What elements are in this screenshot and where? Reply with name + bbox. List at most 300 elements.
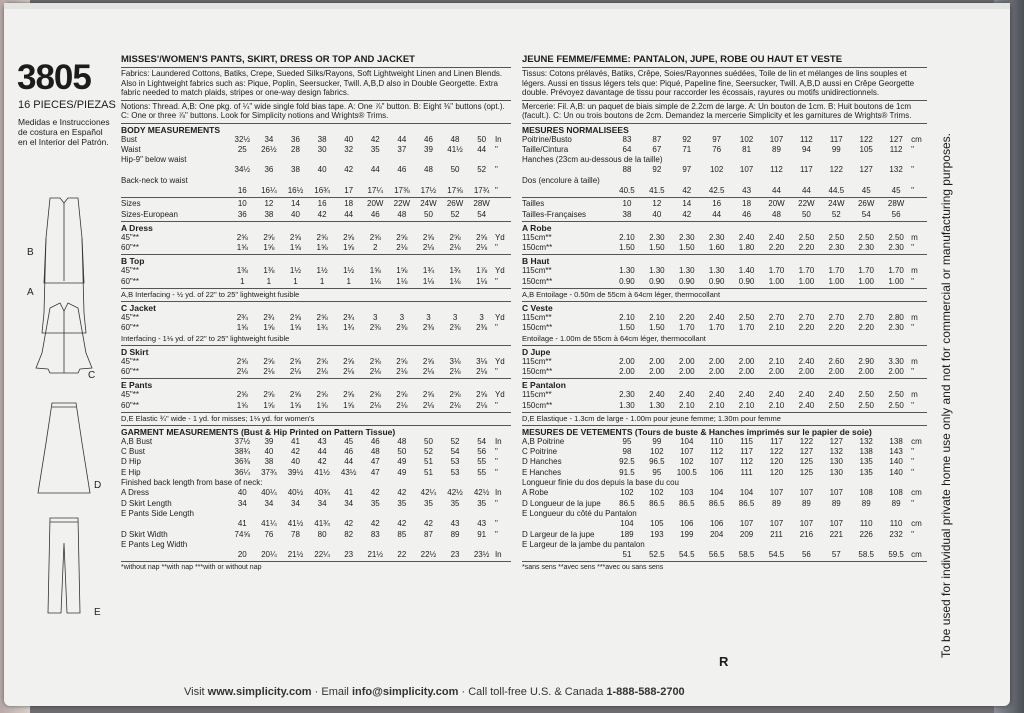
row-label: E Pants Side Length [121,508,194,518]
size-cell: 26W [446,199,464,209]
row-label: 150cm** [522,323,553,333]
size-cell: 36 [237,209,247,219]
value-cell: 17¾ [473,185,490,195]
view-title: D Skirt [121,346,149,357]
value-cell [881,540,911,550]
value-cell: 1.50 [649,243,665,253]
divider [522,100,927,101]
value-cell: 2.00 [678,356,695,366]
table-row [121,499,511,509]
value-cell: 2 [373,243,378,253]
value-cell [672,478,702,488]
value-cell: 2⅛ [476,366,488,376]
value-cell: 37¾ [261,467,277,477]
value-cell: 35 [477,498,487,508]
value-cell: 107 [739,165,754,175]
value-cell: 1⅝ [369,266,381,276]
value-cell: 2⅛ [343,366,355,376]
footer-email-link[interactable]: info@simplicity.com [351,686,459,698]
divider [522,561,927,562]
table-row [121,313,511,323]
value-cell: 85 [397,529,407,539]
mesures-vetements-title: MESURES DE VETEMENTS (Tours de buste & Hanches imprimés sur le papier de soie) [522,426,872,437]
value-cell: 122 [799,436,814,446]
value-cell: 1.00 [768,276,785,286]
row-label: D Hanches [522,457,562,467]
value-cell: 35 [370,144,380,154]
size-cell: 12 [264,199,274,209]
value-cell [309,176,336,186]
row-label: A Robe [522,488,549,498]
row-label [522,186,612,196]
row-label: 45"** [121,356,139,366]
table-row [121,390,511,400]
value-cell: 125 [799,457,814,467]
value-cell [389,155,416,165]
value-cell: 102 [739,134,754,144]
value-cell: 2.20 [768,243,785,253]
value-cell: 46 [397,165,407,175]
elastic-note: D,E Elastic ¾" wide - 1 yd. for misses; 1⅛ yd. for women's [121,413,315,423]
value-cell: 3.30 [888,356,904,366]
row-label [121,519,229,529]
value-cell: 41 [291,436,300,446]
unit-cell: m [911,390,918,400]
value-cell: 2.40 [828,390,845,400]
footer-phone: 1-888-588-2700 [606,686,685,698]
value-cell: 44 [344,457,354,467]
value-cell: 2.30 [858,243,874,253]
value-cell: 2.00 [738,356,755,366]
value-cell [732,176,762,186]
value-cell: 117 [740,447,753,457]
view-title: C Jacket [121,303,156,314]
value-cell: 41¼ [261,519,277,529]
value-cell: 49 [397,467,407,477]
unit-cell: Yd [494,266,505,276]
value-cell: 39 [424,144,433,154]
value-cell: 1⅝ [236,400,248,410]
value-cell: 2.50 [858,232,874,242]
value-cell: 41¾ [314,519,330,529]
value-cell: 103 [680,488,694,498]
value-cell: 105 [650,519,664,529]
size-cell: 50 [424,209,433,219]
row-label: C Poitrine [522,447,558,457]
size-cell: 52 [450,209,460,219]
unit-cell: " [911,447,914,457]
size-cell: 54 [861,209,871,219]
value-cell: 1¾ [343,323,355,333]
view-title: C Veste [522,303,553,314]
value-cell: 1⅝ [289,323,302,333]
size-cell: 20W [367,199,384,209]
value-cell: 23 [450,550,460,560]
value-cell: 2⅝ [422,390,435,400]
value-cell: 102 [680,457,694,467]
size-row [522,199,927,209]
mesures-normalisees-title: MESURES NORMALISEES [522,124,629,135]
value-cell: 107 [799,488,814,498]
size-cell: 38 [264,209,274,219]
pattern-pieces: 16 PIECES/PIEZAS [18,99,116,111]
table-row [121,488,511,498]
unit-cell: " [494,467,498,477]
value-cell: 59.5 [888,550,904,560]
row-label: 45"** [121,266,139,276]
value-cell: 42 [397,519,407,529]
value-cell [362,540,389,550]
table-row [121,509,511,519]
value-cell: 20¼ [261,550,277,560]
value-cell: 26½ [261,144,277,154]
value-cell: 106 [709,519,724,529]
spanish-instructions-note: Medidas e Instrucciones de costura en Español en el Interior del Patrón. [18,117,110,147]
value-cell [672,176,702,186]
value-cell: 97 [712,134,722,144]
value-cell: 47 [370,457,380,467]
value-cell: 56 [477,447,487,457]
value-cell: 58.5 [858,550,874,560]
value-cell: 2.40 [649,390,665,400]
value-cell [309,540,336,550]
value-cell: 130 [829,457,843,467]
value-cell [702,176,732,186]
size-cell: 44 [712,209,722,219]
value-cell: 2.50 [828,400,845,410]
value-cell: 2⅝ [263,232,275,242]
row-label [121,550,229,560]
illustration-label-a: A [27,287,34,298]
value-cell: 2⅝ [449,390,461,400]
unit-cell: Yd [494,390,505,400]
value-cell: 2.40 [708,313,725,323]
row-label: D Longueur de la jupe [522,498,601,508]
value-cell: 2⅛ [369,366,381,376]
divider [522,123,927,124]
table-row [121,478,511,488]
value-cell [282,155,309,165]
value-cell: 1⅝ [316,243,328,253]
value-cell [672,540,702,550]
size-cell: 18 [344,199,354,209]
value-cell: 50 [477,134,487,144]
value-cell: 2.30 [888,323,904,333]
value-cell: 54.5 [768,550,785,560]
value-cell: 16¼ [261,185,277,195]
interfacing-note: A,B Interfacing - ½ yd. of 22" to 25" lightweight fusible [121,290,300,300]
value-cell [851,478,881,488]
value-cell: 1⅝ [263,323,275,333]
illustration-label-c: C [88,370,96,381]
row-label: Dos (encolure à taille) [522,175,600,185]
value-cell: 2⅛ [449,366,461,376]
row-label: 150cm** [522,243,553,253]
unit-cell: " [494,323,498,333]
unit-cell: " [911,400,914,410]
row-label: Longueur finie du dos depuis la base du cou [522,478,680,488]
unit-cell: " [494,529,498,539]
table-row [121,367,511,377]
unit-cell: m [911,356,918,366]
unit-cell: " [494,447,498,457]
value-cell: 2.40 [738,390,755,400]
size-cell [495,199,511,209]
value-cell: 1⅜ [263,266,275,276]
value-cell: 140 [889,467,903,477]
value-cell: 110 [710,436,724,446]
value-cell: 2.40 [798,390,815,400]
value-cell: 110 [889,519,903,529]
value-cell: 1.50 [619,243,635,253]
row-label: Bust [121,134,138,144]
value-cell: 22 [397,550,407,560]
pattern-envelope-back [4,3,1010,706]
table-row [522,468,927,478]
size-cell: 50 [801,209,811,219]
value-cell: 74⅝ [234,529,251,539]
value-cell: 1.00 [858,276,874,286]
row-label: E Largeur de la jambe du pantalon [522,539,645,549]
view-title: E Pants [121,380,153,391]
value-cell: 110 [859,519,873,529]
value-cell [415,176,442,186]
size-cell: 28W [473,199,490,209]
value-cell: 2⅝ [316,313,328,323]
size-cell: 24W [828,199,845,209]
value-cell [282,478,309,488]
value-cell: 44 [772,185,781,195]
value-cell: 53 [450,457,460,467]
table-row [121,155,511,165]
value-cell: 1.70 [768,266,785,276]
tailles-table [522,199,927,220]
divider [121,288,511,289]
table-row [522,478,927,488]
value-cell: 38 [291,165,300,175]
value-cell: 38¾ [234,447,251,457]
value-cell: 17⅝ [447,185,463,195]
unit-cell: " [911,457,914,467]
size-cell [911,210,927,220]
value-cell [642,176,672,186]
row-label: 115cm** [522,356,552,366]
value-cell: 2.40 [708,390,725,400]
value-cell: 1.30 [678,266,695,276]
divider [121,345,511,346]
footer-website-link[interactable]: www.simplicity.com [207,686,312,698]
unit-cell [911,155,927,165]
value-cell: 2⅝ [316,356,328,366]
value-cell: 105 [859,144,873,154]
row-label [522,519,612,529]
divider [121,301,511,302]
value-cell [282,176,309,186]
value-cell: 43 [450,519,460,529]
value-cell: 104 [680,436,694,446]
value-cell: 2⅝ [236,232,248,242]
table-row [522,437,927,447]
value-cell: 122 [769,447,784,457]
value-cell: 1 [319,276,325,286]
value-cell [732,155,762,165]
value-cell: 2.00 [798,366,815,376]
value-cell: 95 [652,467,662,477]
value-cell [762,509,792,519]
value-cell [415,540,442,550]
value-cell: 2.00 [708,356,725,366]
table-row [522,447,927,457]
value-cell [309,155,336,165]
size-cell: 16 [712,199,722,209]
value-cell: 2.30 [708,232,725,242]
value-cell: 2⅝ [369,356,381,366]
value-cell: 127 [829,436,843,446]
value-cell [282,540,309,550]
value-cell [362,478,389,488]
value-cell [282,509,309,519]
value-cell: 3 [426,313,431,323]
value-cell: 34 [344,498,354,508]
value-cell [256,509,283,519]
value-cell: 2⅜ [369,323,381,333]
value-cell: 2⅛ [396,400,408,410]
value-cell: 117 [770,436,783,446]
unit-cell: " [911,366,914,376]
size-cell: 12 [652,199,662,209]
value-cell: 2.50 [798,232,815,242]
table-row [522,530,927,540]
value-cell: 2.70 [768,313,785,323]
value-cell: 35 [397,498,407,508]
unit-cell [911,478,927,488]
value-cell: 2.00 [888,366,904,376]
value-cell: 97 [682,165,692,175]
value-cell: 115 [740,436,753,446]
row-label: 60"** [121,366,139,376]
divider [121,378,511,379]
row-label: E Hip [121,467,141,477]
english-title: MISSES'/WOMEN'S PANTS, SKIRT, DRESS OR TOP AND JACKET [121,54,415,65]
value-cell: 1.60 [708,243,725,253]
value-cell: 48 [424,165,433,175]
value-cell: 46 [370,436,380,446]
size-cell [911,199,927,209]
value-cell: 40 [264,447,274,457]
value-cell: 76 [712,144,722,154]
value-cell: 2.10 [768,356,785,366]
divider [121,67,511,68]
value-cell: 1 [346,276,351,286]
value-cell: 2⅝ [396,390,408,400]
value-cell: 17 [344,185,354,195]
value-cell: 38 [317,134,327,144]
value-cell: 52.5 [649,550,665,560]
unit-cell: " [494,366,498,376]
value-cell: 189 [620,529,634,539]
value-cell: 44 [477,144,487,154]
value-cell [642,509,672,519]
value-cell: 1⅞ [476,266,488,276]
value-cell [702,155,732,165]
value-cell [762,155,792,165]
table-row [522,488,927,498]
table-row [522,499,927,509]
unit-cell: " [494,457,498,467]
value-cell: 107 [769,134,784,144]
value-cell [389,478,416,488]
value-cell [442,540,469,550]
value-cell [762,540,792,550]
value-cell: 2⅛ [422,366,435,376]
garment-illustrations [22,193,117,633]
value-cell: 2.30 [649,232,665,242]
body-measurements-title: BODY MEASUREMENTS [121,124,221,135]
row-label: E Longueur du côté du Pantalon [522,508,637,518]
unit-cell: In [494,134,502,144]
unit-cell: " [911,185,914,195]
value-cell: 42¼ [420,488,437,498]
value-cell [442,478,469,488]
value-cell [791,509,821,519]
value-cell [468,540,495,550]
value-cell: 21½ [367,550,384,560]
unit-cell: m [911,313,918,323]
value-cell: 2⅝ [236,390,248,400]
value-cell: 34 [264,134,274,144]
english-column [121,53,511,573]
size-cell: 42 [317,209,327,219]
usage-restriction-text: To be used for individual private home use only and not for commercial or manufacturing purposes. [939,133,953,658]
value-cell: 112 [770,165,783,175]
size-cell: 18 [742,199,752,209]
value-cell [612,478,642,488]
value-cell: 99 [831,144,841,154]
value-cell: 2.50 [888,400,904,410]
value-cell [851,540,881,550]
table-row [121,323,511,333]
value-cell: 2⅝ [263,390,275,400]
value-cell: 52 [424,447,433,457]
value-cell: 3 [479,313,484,323]
value-cell: 1⅝ [236,323,248,333]
value-cell: 92.5 [619,457,635,467]
value-cell: 40 [317,165,327,175]
divider [522,254,927,255]
value-cell: 1.70 [828,266,845,276]
value-cell: 204 [709,529,724,539]
value-cell: 127 [889,134,903,144]
value-cell: 211 [770,529,783,539]
value-cell: 112 [800,134,813,144]
value-cell: 2.50 [888,232,904,242]
value-cell [821,540,851,550]
value-cell: 42 [397,488,407,498]
mesures-vetements-table [522,437,927,561]
value-cell: 87 [424,529,433,539]
value-cell: 52 [450,436,460,446]
value-cell: 2⅜ [422,323,435,333]
value-cell: 1⅝ [263,243,275,253]
value-cell [442,509,469,519]
value-cell [335,176,362,186]
value-cell: 51 [424,467,433,477]
divider [522,221,927,222]
size-cell: 24W [420,199,437,209]
table-row [522,233,927,243]
value-cell: 40¼ [261,488,277,498]
value-cell: 2.10 [708,400,725,410]
